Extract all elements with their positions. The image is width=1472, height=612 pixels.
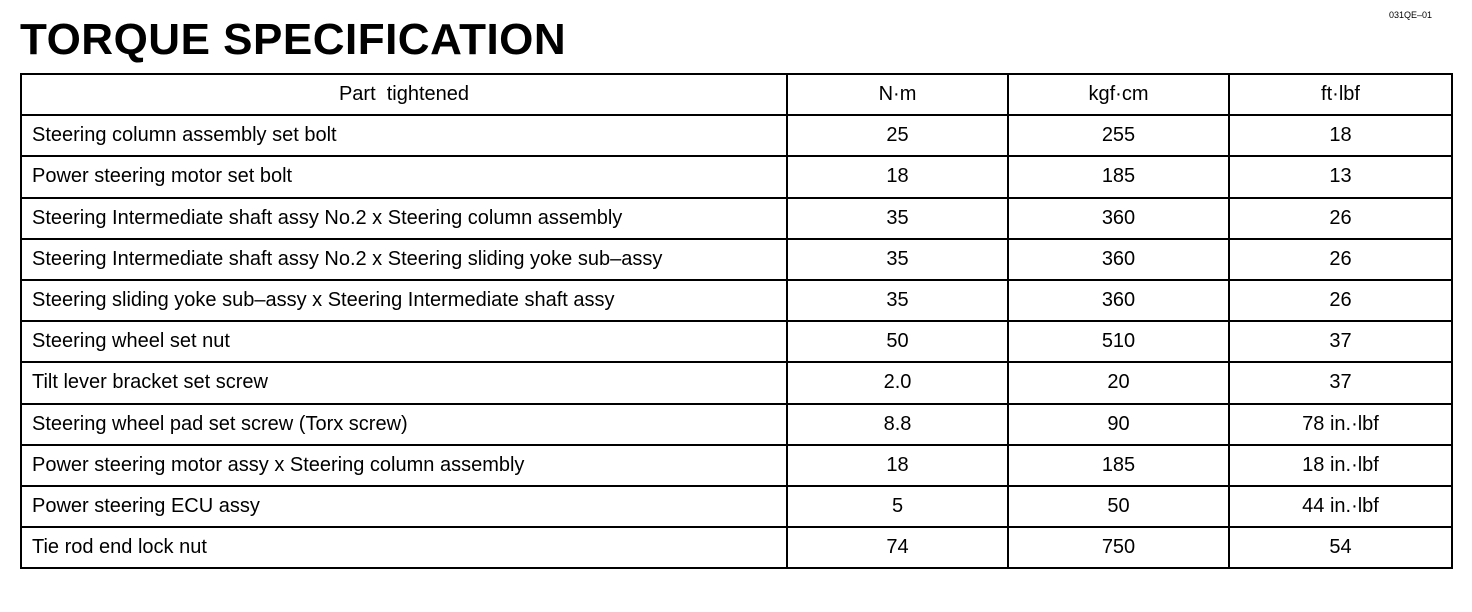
document-code: 031QE–01 bbox=[1388, 10, 1432, 20]
cell-part: Steering sliding yoke sub–assy x Steering Intermediate shaft assy bbox=[21, 280, 787, 321]
cell-nm: 18 bbox=[787, 156, 1008, 197]
cell-kgfcm: 20 bbox=[1008, 362, 1229, 403]
cell-kgfcm: 750 bbox=[1008, 527, 1229, 568]
table-row bbox=[21, 198, 1452, 239]
cell-part: Tie rod end lock nut bbox=[21, 527, 787, 568]
cell-part: Steering Intermediate shaft assy No.2 x Steering sliding yoke sub–assy bbox=[21, 239, 787, 280]
cell-ftlbf: 54 bbox=[1229, 527, 1452, 568]
cell-kgfcm: 185 bbox=[1008, 445, 1229, 486]
table-row bbox=[21, 404, 1452, 445]
cell-ftlbf: 18 bbox=[1229, 115, 1452, 156]
cell-ftlbf: 37 bbox=[1229, 362, 1452, 403]
cell-nm: 74 bbox=[787, 527, 1008, 568]
table-header-row bbox=[21, 74, 1452, 115]
cell-ftlbf: 26 bbox=[1229, 280, 1452, 321]
table-row bbox=[21, 486, 1452, 527]
cell-kgfcm: 360 bbox=[1008, 280, 1229, 321]
cell-kgfcm: 90 bbox=[1008, 404, 1229, 445]
table-row bbox=[21, 527, 1452, 568]
cell-kgfcm: 360 bbox=[1008, 239, 1229, 280]
cell-part: Power steering ECU assy bbox=[21, 486, 787, 527]
cell-part: Steering wheel pad set screw (Torx screw) bbox=[21, 404, 787, 445]
cell-part: Steering wheel set nut bbox=[21, 321, 787, 362]
table-row bbox=[21, 156, 1452, 197]
cell-ftlbf: 78 in.·lbf bbox=[1229, 404, 1452, 445]
cell-nm: 25 bbox=[787, 115, 1008, 156]
cell-nm: 5 bbox=[787, 486, 1008, 527]
table-row bbox=[21, 445, 1452, 486]
column-header-nm: N·m bbox=[787, 74, 1008, 115]
column-header-part: Part tightened bbox=[21, 74, 787, 115]
cell-ftlbf: 13 bbox=[1229, 156, 1452, 197]
cell-kgfcm: 510 bbox=[1008, 321, 1229, 362]
table-row bbox=[21, 239, 1452, 280]
cell-nm: 2.0 bbox=[787, 362, 1008, 403]
table-row bbox=[21, 115, 1452, 156]
cell-ftlbf: 26 bbox=[1229, 198, 1452, 239]
cell-ftlbf: 44 in.·lbf bbox=[1229, 486, 1452, 527]
cell-part: Tilt lever bracket set screw bbox=[21, 362, 787, 403]
cell-ftlbf: 26 bbox=[1229, 239, 1452, 280]
torque-spec-table bbox=[20, 73, 1453, 569]
cell-kgfcm: 185 bbox=[1008, 156, 1229, 197]
cell-ftlbf: 37 bbox=[1229, 321, 1452, 362]
cell-kgfcm: 360 bbox=[1008, 198, 1229, 239]
cell-part: Power steering motor set bolt bbox=[21, 156, 787, 197]
column-header-kgfcm: kgf·cm bbox=[1008, 74, 1229, 115]
cell-nm: 50 bbox=[787, 321, 1008, 362]
cell-part: Steering Intermediate shaft assy No.2 x Steering column assembly bbox=[21, 198, 787, 239]
cell-kgfcm: 255 bbox=[1008, 115, 1229, 156]
cell-ftlbf: 18 in.·lbf bbox=[1229, 445, 1452, 486]
cell-nm: 35 bbox=[787, 239, 1008, 280]
cell-part: Power steering motor assy x Steering column assembly bbox=[21, 445, 787, 486]
cell-nm: 8.8 bbox=[787, 404, 1008, 445]
cell-kgfcm: 50 bbox=[1008, 486, 1229, 527]
column-header-ftlbf: ft·lbf bbox=[1229, 74, 1452, 115]
cell-nm: 35 bbox=[787, 280, 1008, 321]
cell-nm: 18 bbox=[787, 445, 1008, 486]
cell-part: Steering column assembly set bolt bbox=[21, 115, 787, 156]
table-row bbox=[21, 321, 1452, 362]
table-row bbox=[21, 362, 1452, 403]
cell-nm: 35 bbox=[787, 198, 1008, 239]
page-title: TORQUE SPECIFICATION bbox=[20, 15, 567, 64]
table-row bbox=[21, 280, 1452, 321]
